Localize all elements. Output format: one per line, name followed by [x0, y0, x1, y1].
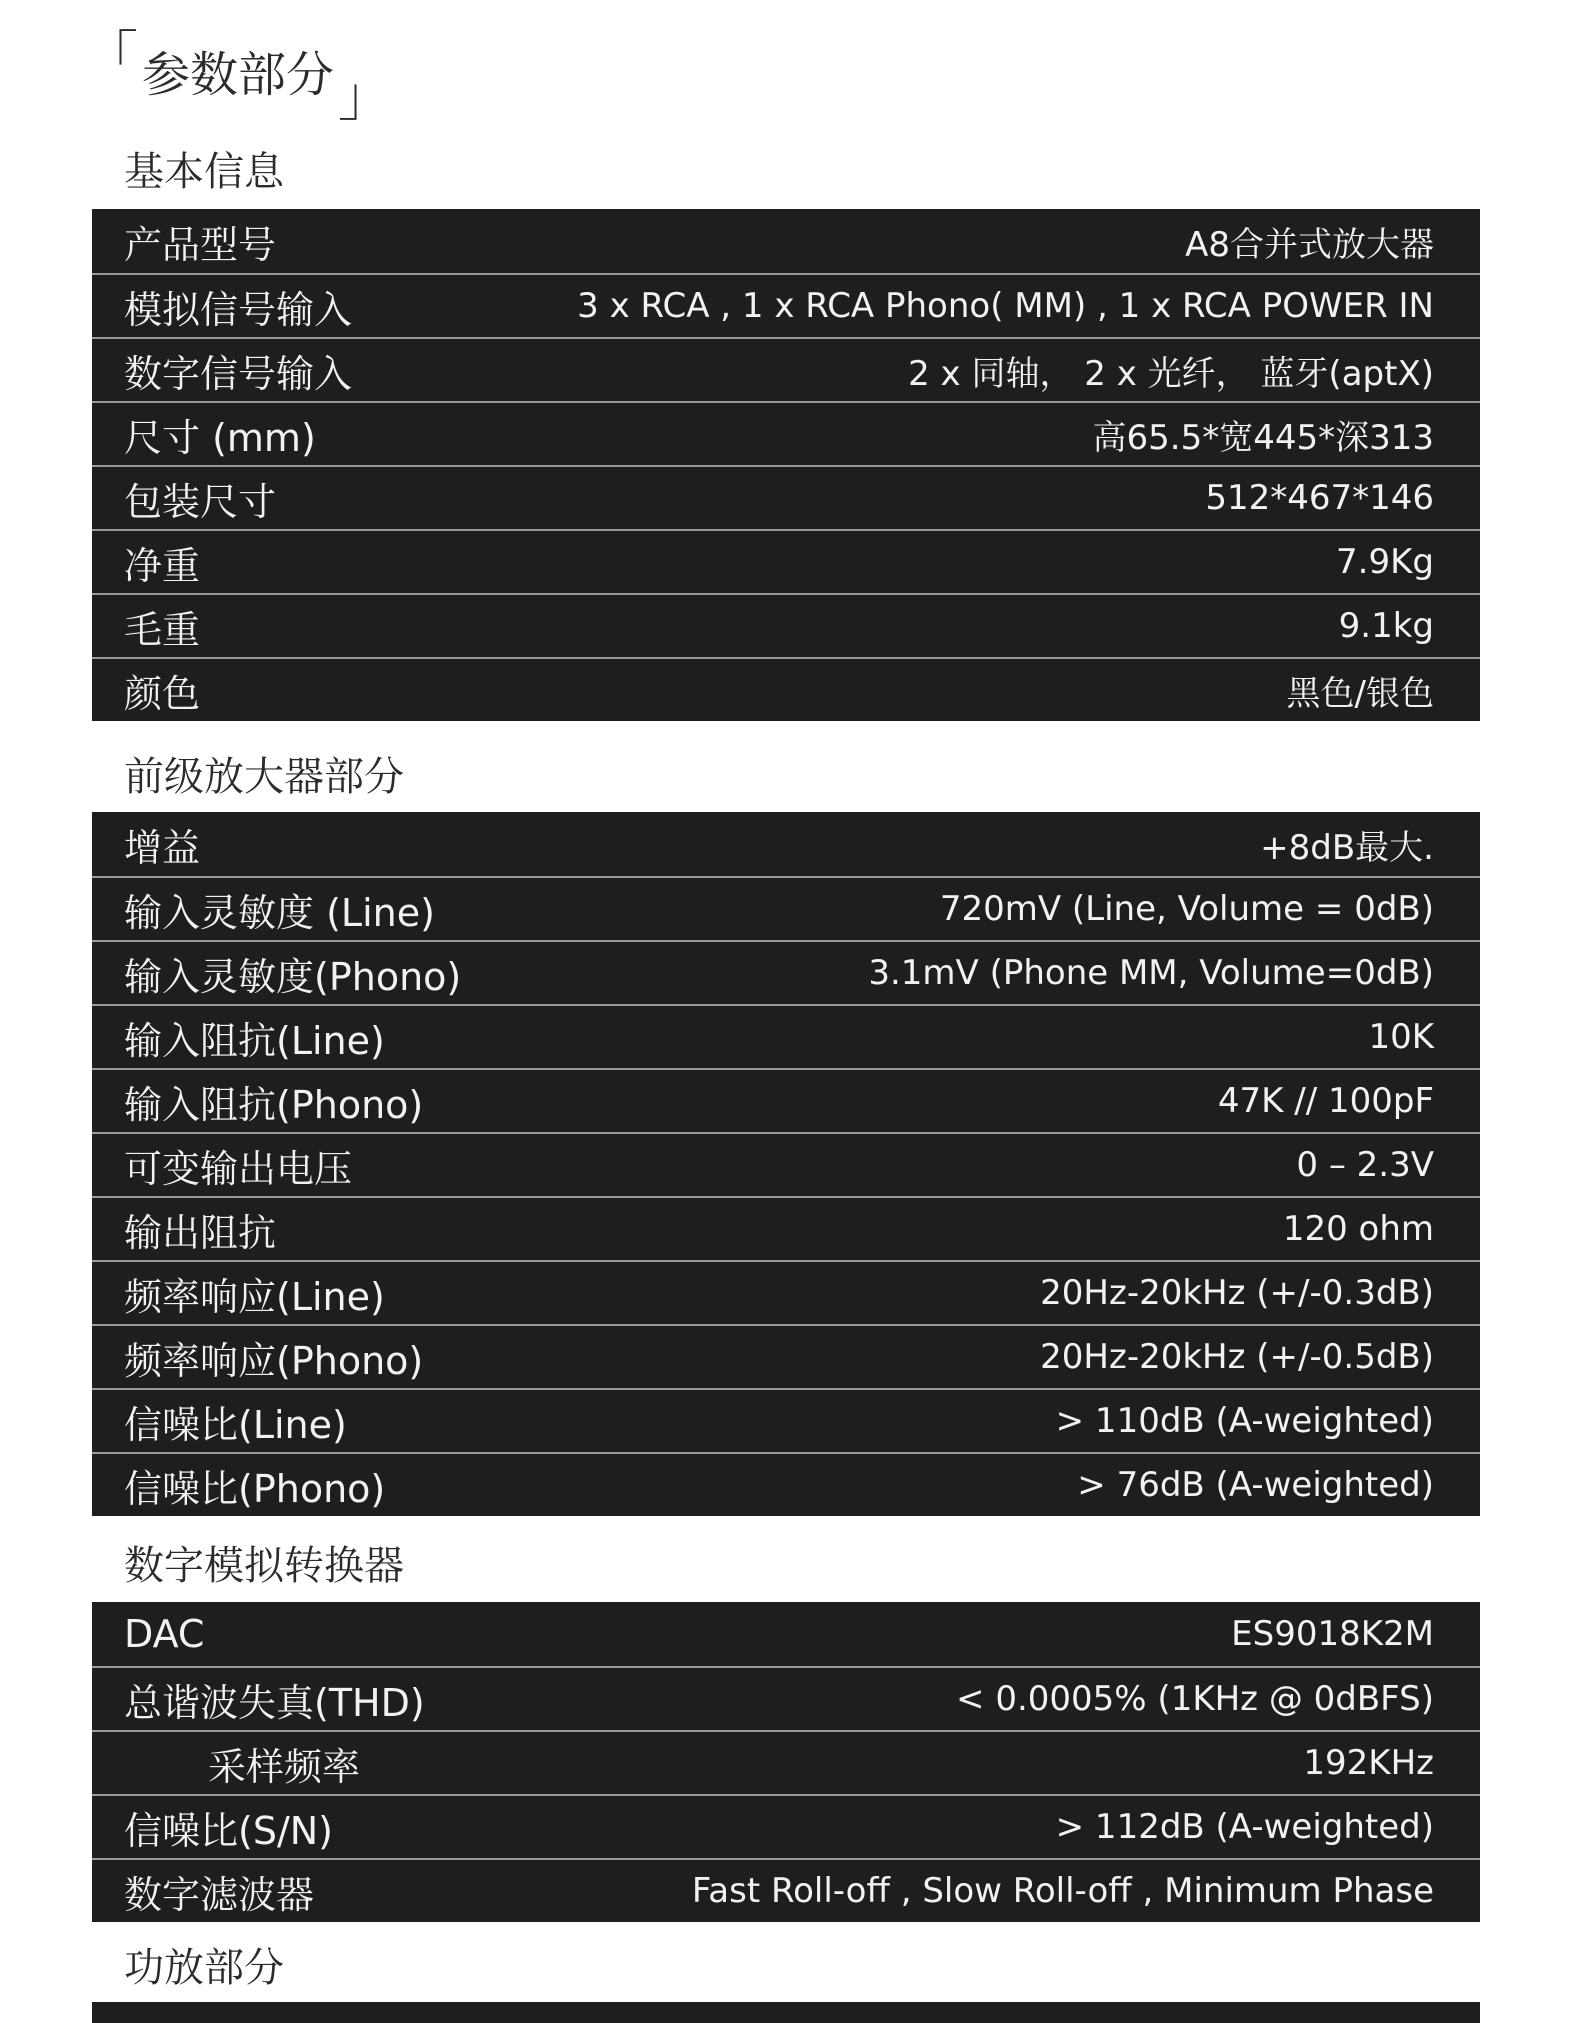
- table-row: [92, 209, 1480, 273]
- row-value: > 76dB (A-weighted): [1077, 1465, 1434, 1505]
- row-value: 3 x RCA , 1 x RCA Phono( MM) , 1 x RCA POWER IN: [577, 286, 1434, 326]
- row-value: < 0.0005% (1KHz @ 0dBFS): [956, 1679, 1434, 1719]
- table-row: [92, 1452, 1480, 1516]
- row-value: +8dB最大.: [1260, 827, 1434, 868]
- row-label: 包装尺寸: [124, 479, 277, 524]
- table-row: [92, 1196, 1480, 1260]
- section-heading-preamp: 前级放大器部分: [124, 754, 404, 800]
- title-bracket-close: 」: [338, 65, 393, 128]
- row-value: 高65.5*宽445*深313: [1092, 417, 1434, 458]
- table-row: [92, 1794, 1480, 1858]
- row-value: 3.1mV (Phone MM, Volume=0dB): [868, 953, 1434, 993]
- spec-table-dac: [92, 1602, 1480, 1922]
- spec-table-basic: [92, 209, 1480, 721]
- row-label: DAC: [124, 1612, 205, 1656]
- row-value: 2 x 同轴， 2 x 光纤， 蓝牙(aptX): [908, 353, 1434, 394]
- row-label: 输入灵敏度(Phono): [124, 954, 462, 999]
- row-value: 512*467*146: [1205, 478, 1434, 518]
- page-title: [84, 25, 393, 128]
- row-label: 信噪比(Line): [124, 1402, 347, 1447]
- row-value: 20Hz-20kHz (+/-0.3dB): [1040, 1273, 1434, 1313]
- row-value: 黑色/银色: [1286, 673, 1434, 714]
- row-label: 毛重: [124, 607, 201, 652]
- row-label: 模拟信号输入: [124, 287, 353, 332]
- row-label: 尺寸 (mm): [124, 415, 316, 460]
- row-label: 颜色: [124, 671, 201, 716]
- row-value: ES9018K2M: [1231, 1614, 1434, 1654]
- table-row: [92, 273, 1480, 337]
- row-label: 数字滤波器: [124, 1872, 315, 1917]
- section-heading-amp: 功放部分: [124, 1945, 284, 1991]
- row-label: 总谐波失真(THD): [124, 1680, 425, 1725]
- table-row: [92, 1602, 1480, 1666]
- row-label: 产品型号: [124, 222, 277, 267]
- spec-table-preamp: [92, 812, 1480, 1516]
- section-heading-dac: 数字模拟转换器: [124, 1543, 404, 1589]
- row-value: 720mV (Line, Volume = 0dB): [939, 889, 1434, 929]
- spec-table-amp: [92, 2002, 1480, 2023]
- table-row: [92, 401, 1480, 465]
- table-row: [92, 1324, 1480, 1388]
- table-row: [92, 940, 1480, 1004]
- row-label: 频率响应(Phono): [124, 1338, 424, 1383]
- table-row: [92, 465, 1480, 529]
- row-label: 输入灵敏度 (Line): [124, 890, 435, 935]
- row-value: A8合并式放大器: [1185, 224, 1434, 265]
- row-label: 采样频率: [208, 1744, 361, 1789]
- row-value: 47K // 100pF: [1217, 1081, 1434, 1121]
- table-row: [92, 1388, 1480, 1452]
- row-value: 0 – 2.3V: [1296, 1145, 1434, 1185]
- row-label: 信噪比(S/N): [124, 1808, 334, 1853]
- table-row: [92, 337, 1480, 401]
- table-row: [92, 593, 1480, 657]
- row-value: 120 ohm: [1282, 1209, 1434, 1249]
- table-row: [92, 657, 1480, 721]
- row-value: 20Hz-20kHz (+/-0.5dB): [1040, 1337, 1434, 1377]
- table-row: [92, 1858, 1480, 1922]
- row-label: 信噪比(Phono): [124, 1466, 386, 1511]
- row-label: 净重: [124, 543, 201, 588]
- title-text: 参数部分: [142, 47, 335, 103]
- table-row: [92, 876, 1480, 940]
- section-heading-basic: 基本信息: [124, 149, 284, 195]
- row-value: 10K: [1368, 1017, 1434, 1057]
- row-label: 可变输出电压: [124, 1146, 353, 1191]
- row-label: 频率响应(Line): [124, 1274, 385, 1319]
- row-value: > 110dB (A-weighted): [1055, 1401, 1434, 1441]
- table-row: [92, 1260, 1480, 1324]
- row-value: > 112dB (A-weighted): [1055, 1807, 1434, 1847]
- row-label: 输入阻抗(Phono): [124, 1082, 424, 1127]
- row-value: Fast Roll-off , Slow Roll-off , Minimum Phase: [691, 1871, 1434, 1911]
- row-label: 增益: [124, 825, 201, 870]
- table-row: [92, 1068, 1480, 1132]
- table-row: [92, 529, 1480, 593]
- table-row: [92, 1730, 1480, 1794]
- table-row: [92, 1004, 1480, 1068]
- row-label: 输入阻抗(Line): [124, 1018, 385, 1063]
- title-bracket-open: 「: [84, 25, 138, 88]
- row-label: 数字信号输入: [124, 351, 353, 396]
- row-label: 输出阻抗: [124, 1210, 277, 1255]
- table-row: [92, 812, 1480, 876]
- row-value: 9.1kg: [1338, 606, 1434, 646]
- row-value: 7.9Kg: [1336, 542, 1434, 582]
- table-row: [92, 1132, 1480, 1196]
- row-value: 192KHz: [1303, 1743, 1434, 1783]
- table-row: [92, 1666, 1480, 1730]
